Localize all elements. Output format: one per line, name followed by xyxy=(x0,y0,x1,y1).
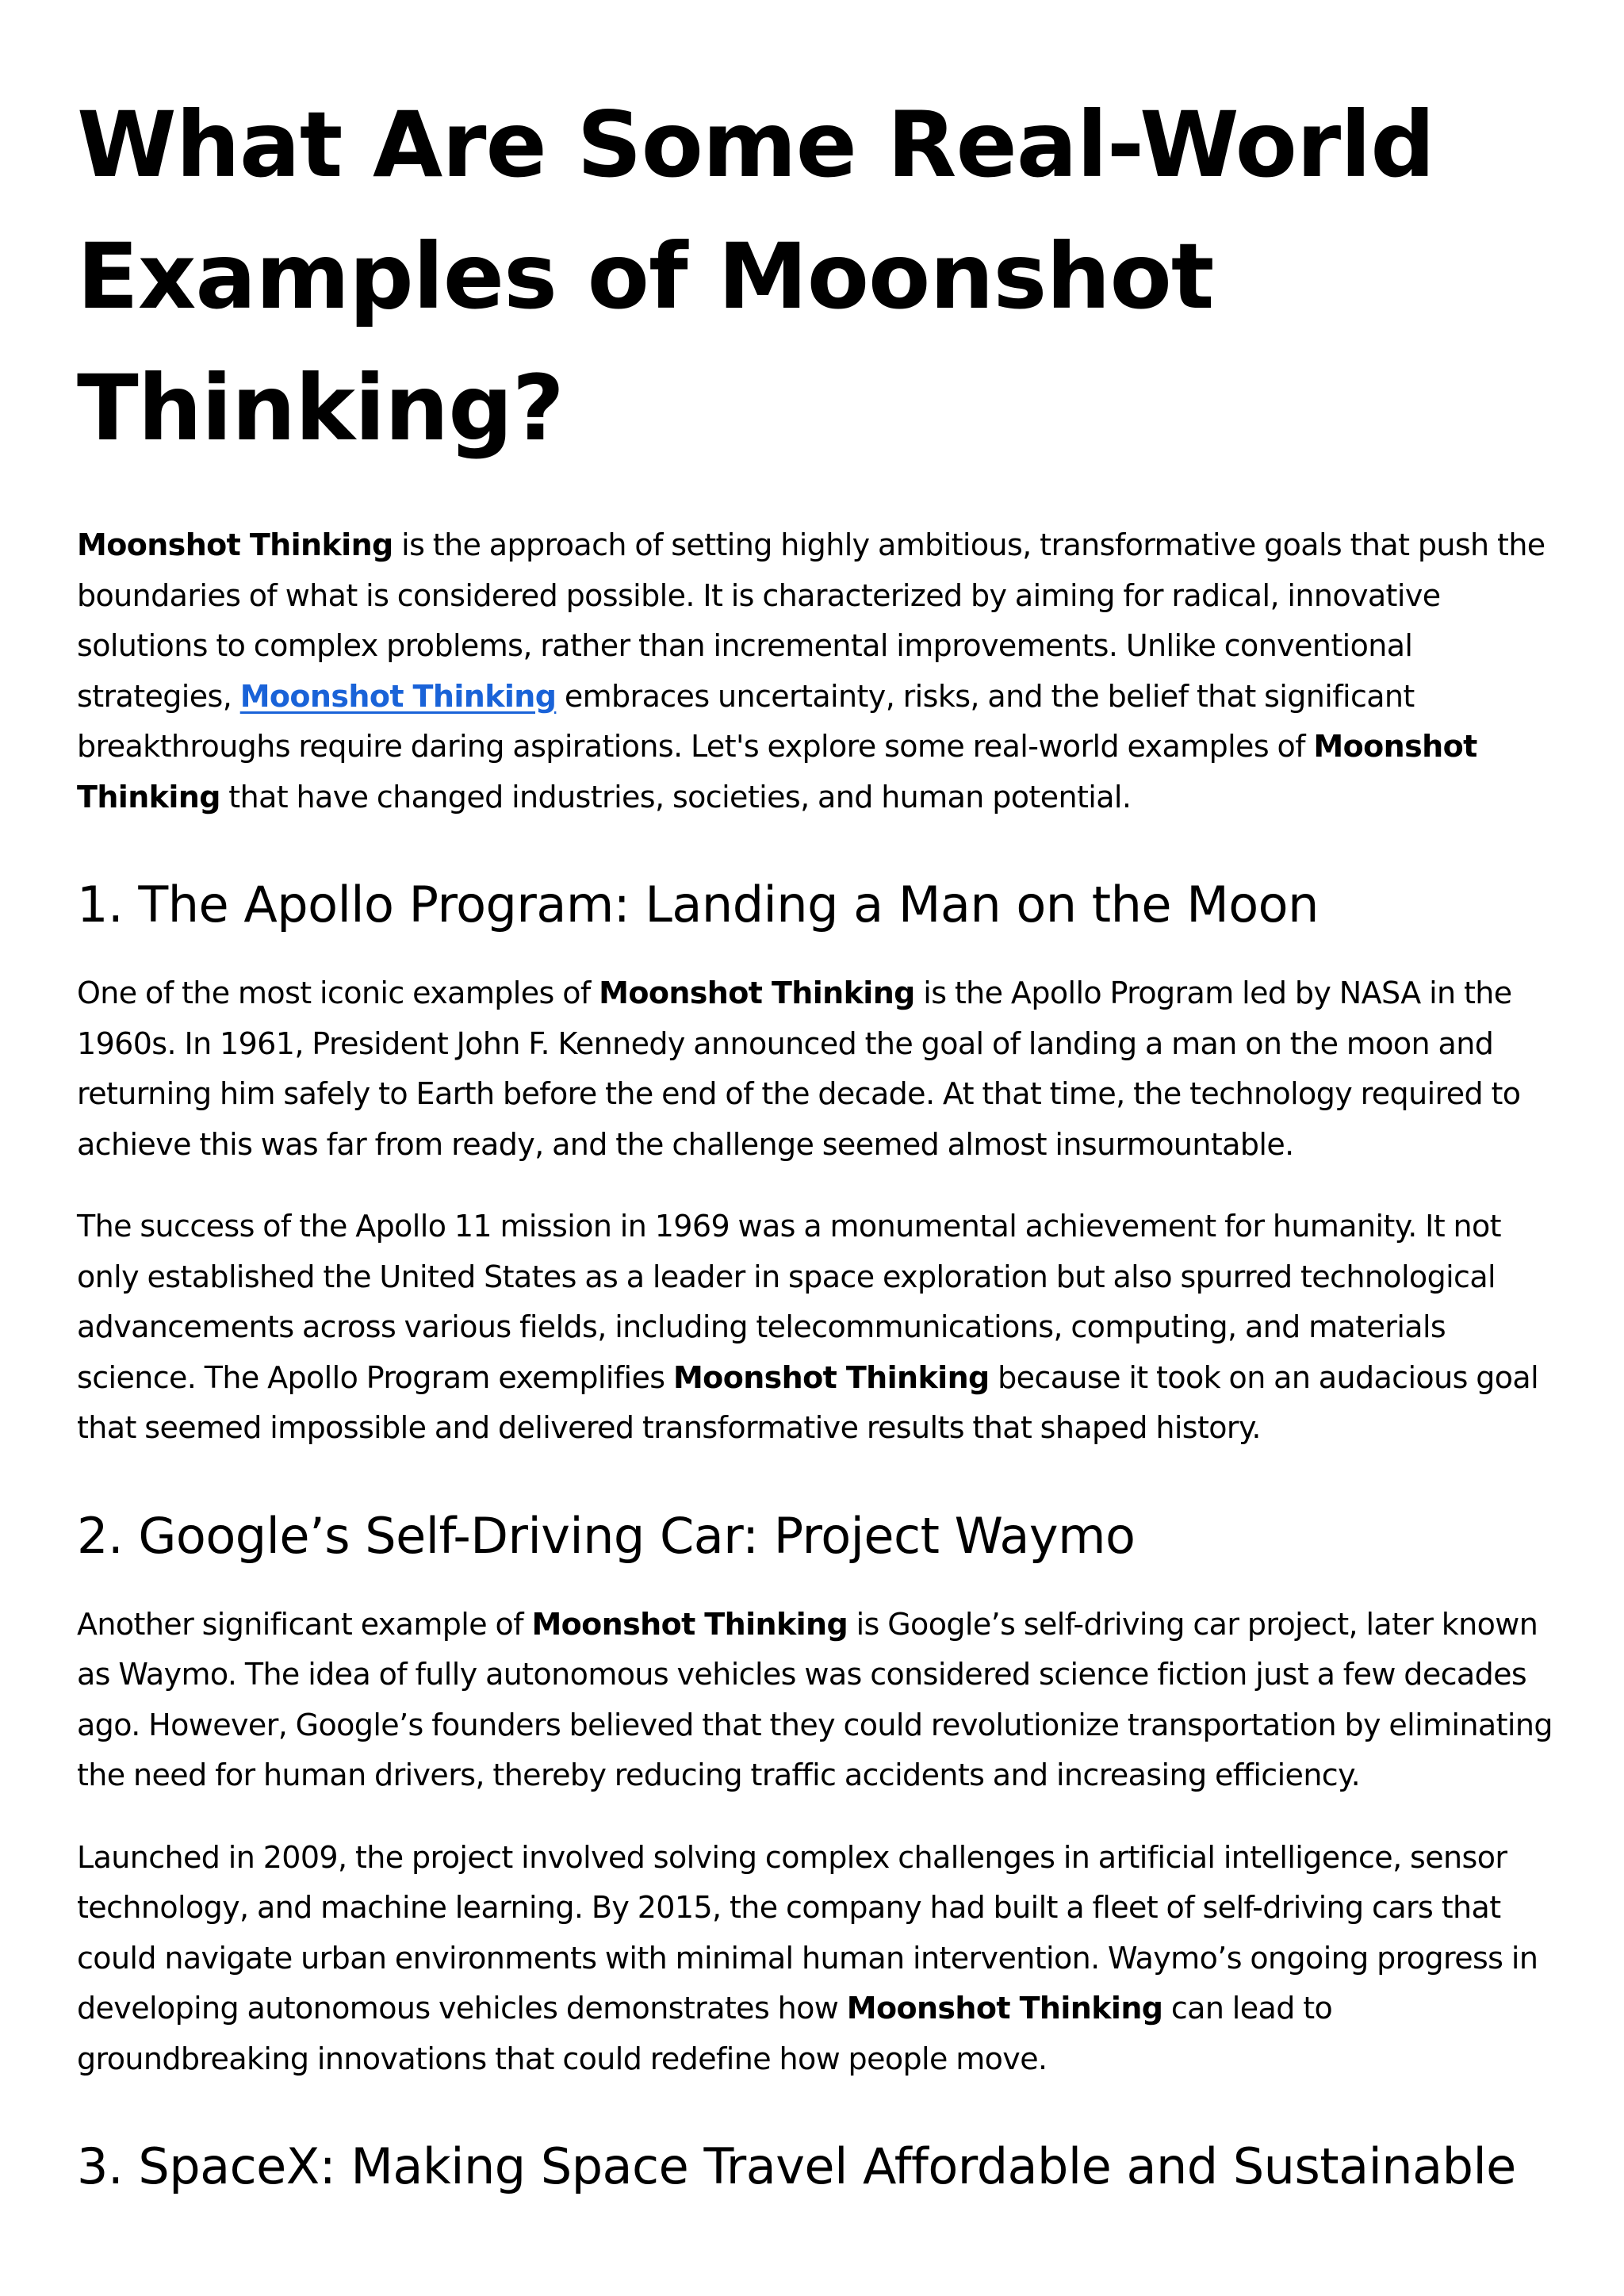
article xyxy=(77,79,1568,2230)
paragraph xyxy=(77,1833,1568,2085)
intro-text: embraces uncertainty, risks, and the belief that significant breakthroughs require daring aspirations. Let's explore some real-world examples of xyxy=(77,678,1415,764)
section-heading-spacex: 3. SpaceX: Making Space Travel Affordable and Sustainable xyxy=(77,2137,1516,2195)
section-heading-waymo: 2. Google’s Self-Driving Car: Project Waymo xyxy=(77,1506,1136,1565)
paragraph xyxy=(77,968,1568,1170)
bold-term: Moonshot Thinking xyxy=(599,976,915,1010)
moonshot-thinking-link[interactable]: Moonshot Thinking xyxy=(239,678,557,714)
section-heading-apollo: 1. The Apollo Program: Landing a Man on the Moon xyxy=(77,876,1319,933)
paragraph-text: Launched in 2009, the project involved solving complex challenges in artificial intelligence, sensor technology, and machine learning. By 2015, the company had built a fleet of self-driving cars that could navigate urban environments with minimal human intervention. Waymo’s ongoing progress in developing autonomous vehicles demonstrates how xyxy=(77,1839,1538,2026)
intro-text: is the approach of setting highly ambitious, transformative goals that push the boundaries of what is considered possible. It is characterized by aiming for radical, innovative solutions to complex problems, rather than incremental improvements. Unlike conventional strategies, xyxy=(77,527,1545,714)
bold-term: Moonshot Thinking xyxy=(846,1991,1163,2026)
paragraph xyxy=(77,1202,1568,1454)
paragraph-text: The success of the Apollo 11 mission in 1969 was a monumental achievement for humanity. It not only established the United States as a leader in space exploration but also spurred technological advancements across various fields, including telecommunications, computing, and materials science. The Apollo Program exemplifies xyxy=(77,1209,1501,1395)
intro-text: that have changed industries, societies, and human potential. xyxy=(220,779,1132,815)
paragraph-text: is Google’s self-driving car project, later known as Waymo. The idea of fully autonomous vehicles was considered science fiction just a few decades ago. However, Google’s founders believed that they could revolutionize transportation by eliminating the need for human drivers, thereby reducing traffic accidents and increasing efficiency. xyxy=(77,1606,1553,1792)
paragraph-text: can lead to groundbreaking innovations that could redefine how people move. xyxy=(77,1991,1333,2076)
intro-paragraph xyxy=(77,520,1568,822)
bold-term: Moonshot Thinking xyxy=(672,1359,990,1395)
bold-term: Moonshot Thinking xyxy=(531,1606,848,1642)
bold-term: Moonshot Thinking xyxy=(77,527,393,562)
bold-term: Moonshot Thinking xyxy=(77,729,1477,815)
page-title: What Are Some Real-World Examples of Moonshot Thinking? xyxy=(77,92,1434,461)
paragraph-text: Another significant example of xyxy=(77,1606,532,1642)
paragraph-text: is the Apollo Program led by NASA in the 1960s. In 1961, President John F. Kennedy announced the goal of landing a man on the moon and returning him safely to Earth before the end of the decade. At that time, the technology required to achieve this was far from ready, and the challenge seemed almost insurmountable. xyxy=(77,976,1521,1162)
paragraph xyxy=(77,1600,1568,1801)
paragraph-text: One of the most iconic examples of xyxy=(77,976,599,1010)
paragraph-text: because it took on an audacious goal that seemed impossible and delivered transformative results that shaped history. xyxy=(77,1359,1539,1445)
